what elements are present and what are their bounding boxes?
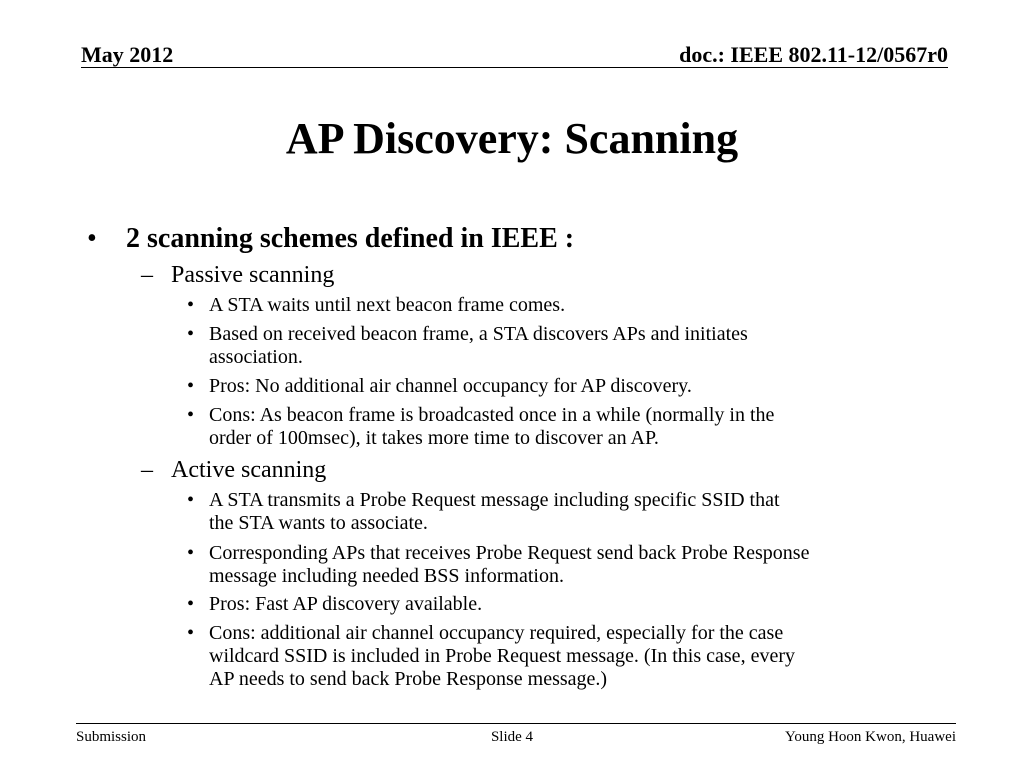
footer-submission: Submission bbox=[76, 729, 147, 745]
list-item-line: the STA wants to associate. bbox=[209, 512, 428, 534]
list-item-line: Based on received beacon frame, a STA discovers APs and initiates bbox=[209, 323, 748, 345]
bullet-marker: • bbox=[87, 223, 97, 254]
slide-title: AP Discovery: Scanning bbox=[285, 114, 739, 163]
bullet-marker: • bbox=[187, 542, 195, 564]
list-item-line: wildcard SSID is included in Probe Request message. (In this case, every bbox=[209, 645, 795, 667]
list-item bbox=[209, 323, 748, 369]
list-item-line: Pros: No additional air channel occupancy for AP discovery. bbox=[209, 375, 692, 397]
list-item-line: A STA waits until next beacon frame comes. bbox=[209, 294, 566, 316]
list-item-line: association. bbox=[209, 346, 303, 368]
section-label-passive: Passive scanning bbox=[171, 262, 335, 288]
list-item-line: AP needs to send back Probe Response message.) bbox=[209, 668, 608, 690]
header-divider bbox=[81, 67, 948, 68]
list-item bbox=[209, 404, 774, 450]
list-item-line: order of 100msec), it takes more time to discover an AP. bbox=[209, 427, 659, 449]
dash-marker: – bbox=[141, 262, 153, 288]
list-item-line: Cons: As beacon frame is broadcasted once in a while (normally in the bbox=[209, 404, 775, 426]
bullet-marker: • bbox=[187, 622, 195, 644]
dash-marker: – bbox=[141, 457, 153, 483]
section-label-active: Active scanning bbox=[171, 457, 327, 483]
list-item-line: A STA transmits a Probe Request message including specific SSID that bbox=[209, 489, 780, 511]
header-date: May 2012 bbox=[81, 42, 174, 67]
list-item bbox=[209, 294, 565, 317]
list-item bbox=[209, 489, 780, 535]
list-item-line: Pros: Fast AP discovery available. bbox=[209, 593, 483, 615]
footer-divider bbox=[76, 723, 956, 724]
list-item-line: Cons: additional air channel occupancy required, especially for the case bbox=[209, 622, 784, 644]
bullet-marker: • bbox=[187, 375, 195, 397]
bullet-marker: • bbox=[187, 323, 195, 345]
bullet-marker: • bbox=[187, 489, 195, 511]
footer-slide-number: Slide 4 bbox=[490, 729, 534, 745]
list-item bbox=[209, 375, 692, 398]
list-item bbox=[209, 593, 482, 616]
list-item-line: message including needed BSS information. bbox=[209, 565, 564, 587]
bullet-marker: • bbox=[187, 294, 195, 316]
list-item-line: Corresponding APs that receives Probe Request send back Probe Response bbox=[209, 542, 810, 564]
list-item bbox=[209, 622, 795, 691]
bullet-marker: • bbox=[187, 593, 195, 615]
list-item bbox=[209, 542, 809, 588]
main-bullet: 2 scanning schemes defined in IEEE : bbox=[126, 223, 575, 254]
header-doc-id: doc.: IEEE 802.11-12/0567r0 bbox=[679, 42, 948, 67]
bullet-marker: • bbox=[187, 404, 195, 426]
footer-author: Young Hoon Kwon, Huawei bbox=[785, 729, 956, 745]
